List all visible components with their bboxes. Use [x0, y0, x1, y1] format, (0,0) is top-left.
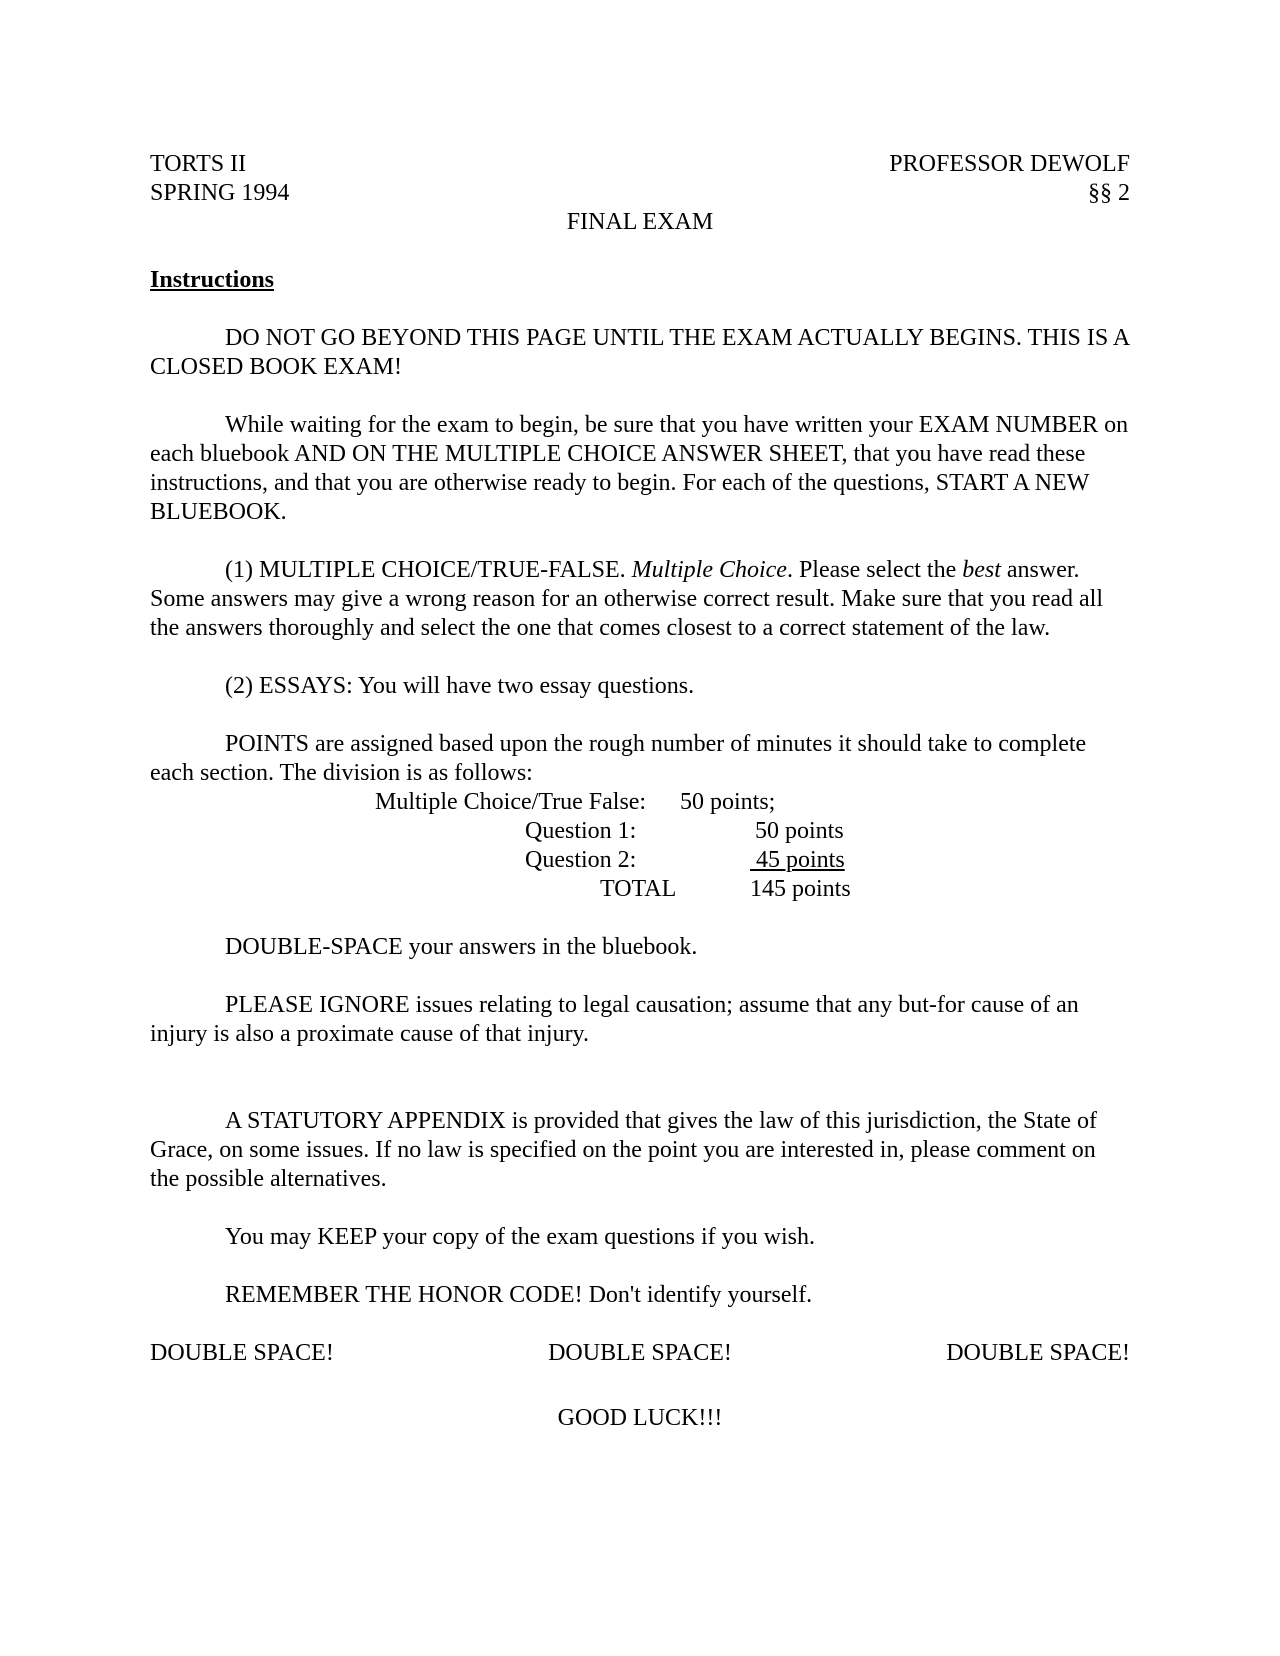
header-row-1 — [150, 150, 1130, 179]
points-value: 45 points — [750, 847, 845, 873]
good-luck: GOOD LUCK!!! — [557, 1405, 723, 1431]
mc-italic-label: Multiple Choice — [631, 557, 787, 583]
header-row-2 — [150, 179, 1130, 208]
mc-rest: answer. Some answers may give a wrong reason for an otherwise correct result. Make sure that you read all the answers thoroughly and select the one that comes closest to a correct statement of the law. — [150, 557, 1104, 641]
mc-lead: (1) MULTIPLE CHOICE/TRUE-FALSE. — [225, 557, 632, 583]
instruction-keep-copy: You may KEEP your copy of the exam questions if you wish. — [225, 1224, 815, 1250]
points-table — [150, 788, 1130, 904]
mc-mid: . Please select the — [786, 557, 963, 583]
double-space-reminder: DOUBLE SPACE! — [946, 1340, 1130, 1366]
mc-best-emphasis: best — [962, 557, 1001, 583]
instruction-before-begin: While waiting for the exam to begin, be sure that you have written your EXAM NUMBER on each bluebook AND ON THE MULTIPLE CHOICE ANSWER SHEET, that you have read these instructions, and that you are otherwise ready to begin. For each of the questions, START A NEW BLUEBOOK. — [150, 412, 1129, 525]
points-row — [150, 875, 1130, 904]
instruction-honor-code: REMEMBER THE HONOR CODE! Don't identify yourself. — [225, 1282, 813, 1308]
instruction-points: POINTS are assigned based upon the rough number of minutes it should take to complete each section. The division is as follows: — [150, 731, 1087, 786]
points-value: 145 points — [750, 876, 851, 902]
instruction-statutory-appendix: A STATUTORY APPENDIX is provided that gives the law of this jurisdiction, the State of Grace, on some issues. If no law is specified on the point you are interested in, please comment on the possible alternatives. — [150, 1108, 1098, 1192]
section-number: §§ 2 — [1088, 180, 1130, 206]
points-label: TOTAL — [600, 876, 677, 902]
double-space-reminders — [150, 1339, 1130, 1368]
points-value: 50 points — [755, 818, 844, 844]
instruction-multiple-choice — [150, 556, 1130, 643]
instruction-ignore-causation: PLEASE IGNORE issues relating to legal causation; assume that any but-for cause of an injury is also a proximate cause of that injury. — [150, 992, 1079, 1047]
professor-name: PROFESSOR DEWOLF — [889, 151, 1130, 177]
points-label: Question 2: — [525, 847, 637, 873]
points-label: Multiple Choice/True False: — [375, 789, 647, 815]
instruction-double-space: DOUBLE-SPACE your answers in the bluebook. — [225, 934, 698, 960]
course-title: TORTS II — [150, 151, 247, 177]
double-space-reminder: DOUBLE SPACE! — [150, 1340, 334, 1366]
instruction-do-not-proceed: DO NOT GO BEYOND THIS PAGE UNTIL THE EXAM ACTUALLY BEGINS. THIS IS A CLOSED BOOK EXAM! — [150, 325, 1129, 380]
instruction-essays: (2) ESSAYS: You will have two essay questions. — [225, 673, 695, 699]
points-row — [150, 846, 1130, 875]
double-space-reminder: DOUBLE SPACE! — [548, 1340, 732, 1366]
points-label: Question 1: — [525, 818, 637, 844]
points-value: 50 points; — [680, 789, 776, 815]
term: SPRING 1994 — [150, 180, 290, 206]
exam-page — [150, 150, 1130, 1433]
exam-title: FINAL EXAM — [566, 209, 714, 235]
points-row — [150, 817, 1130, 846]
instructions-heading: Instructions — [150, 267, 275, 293]
points-row — [150, 788, 1130, 817]
